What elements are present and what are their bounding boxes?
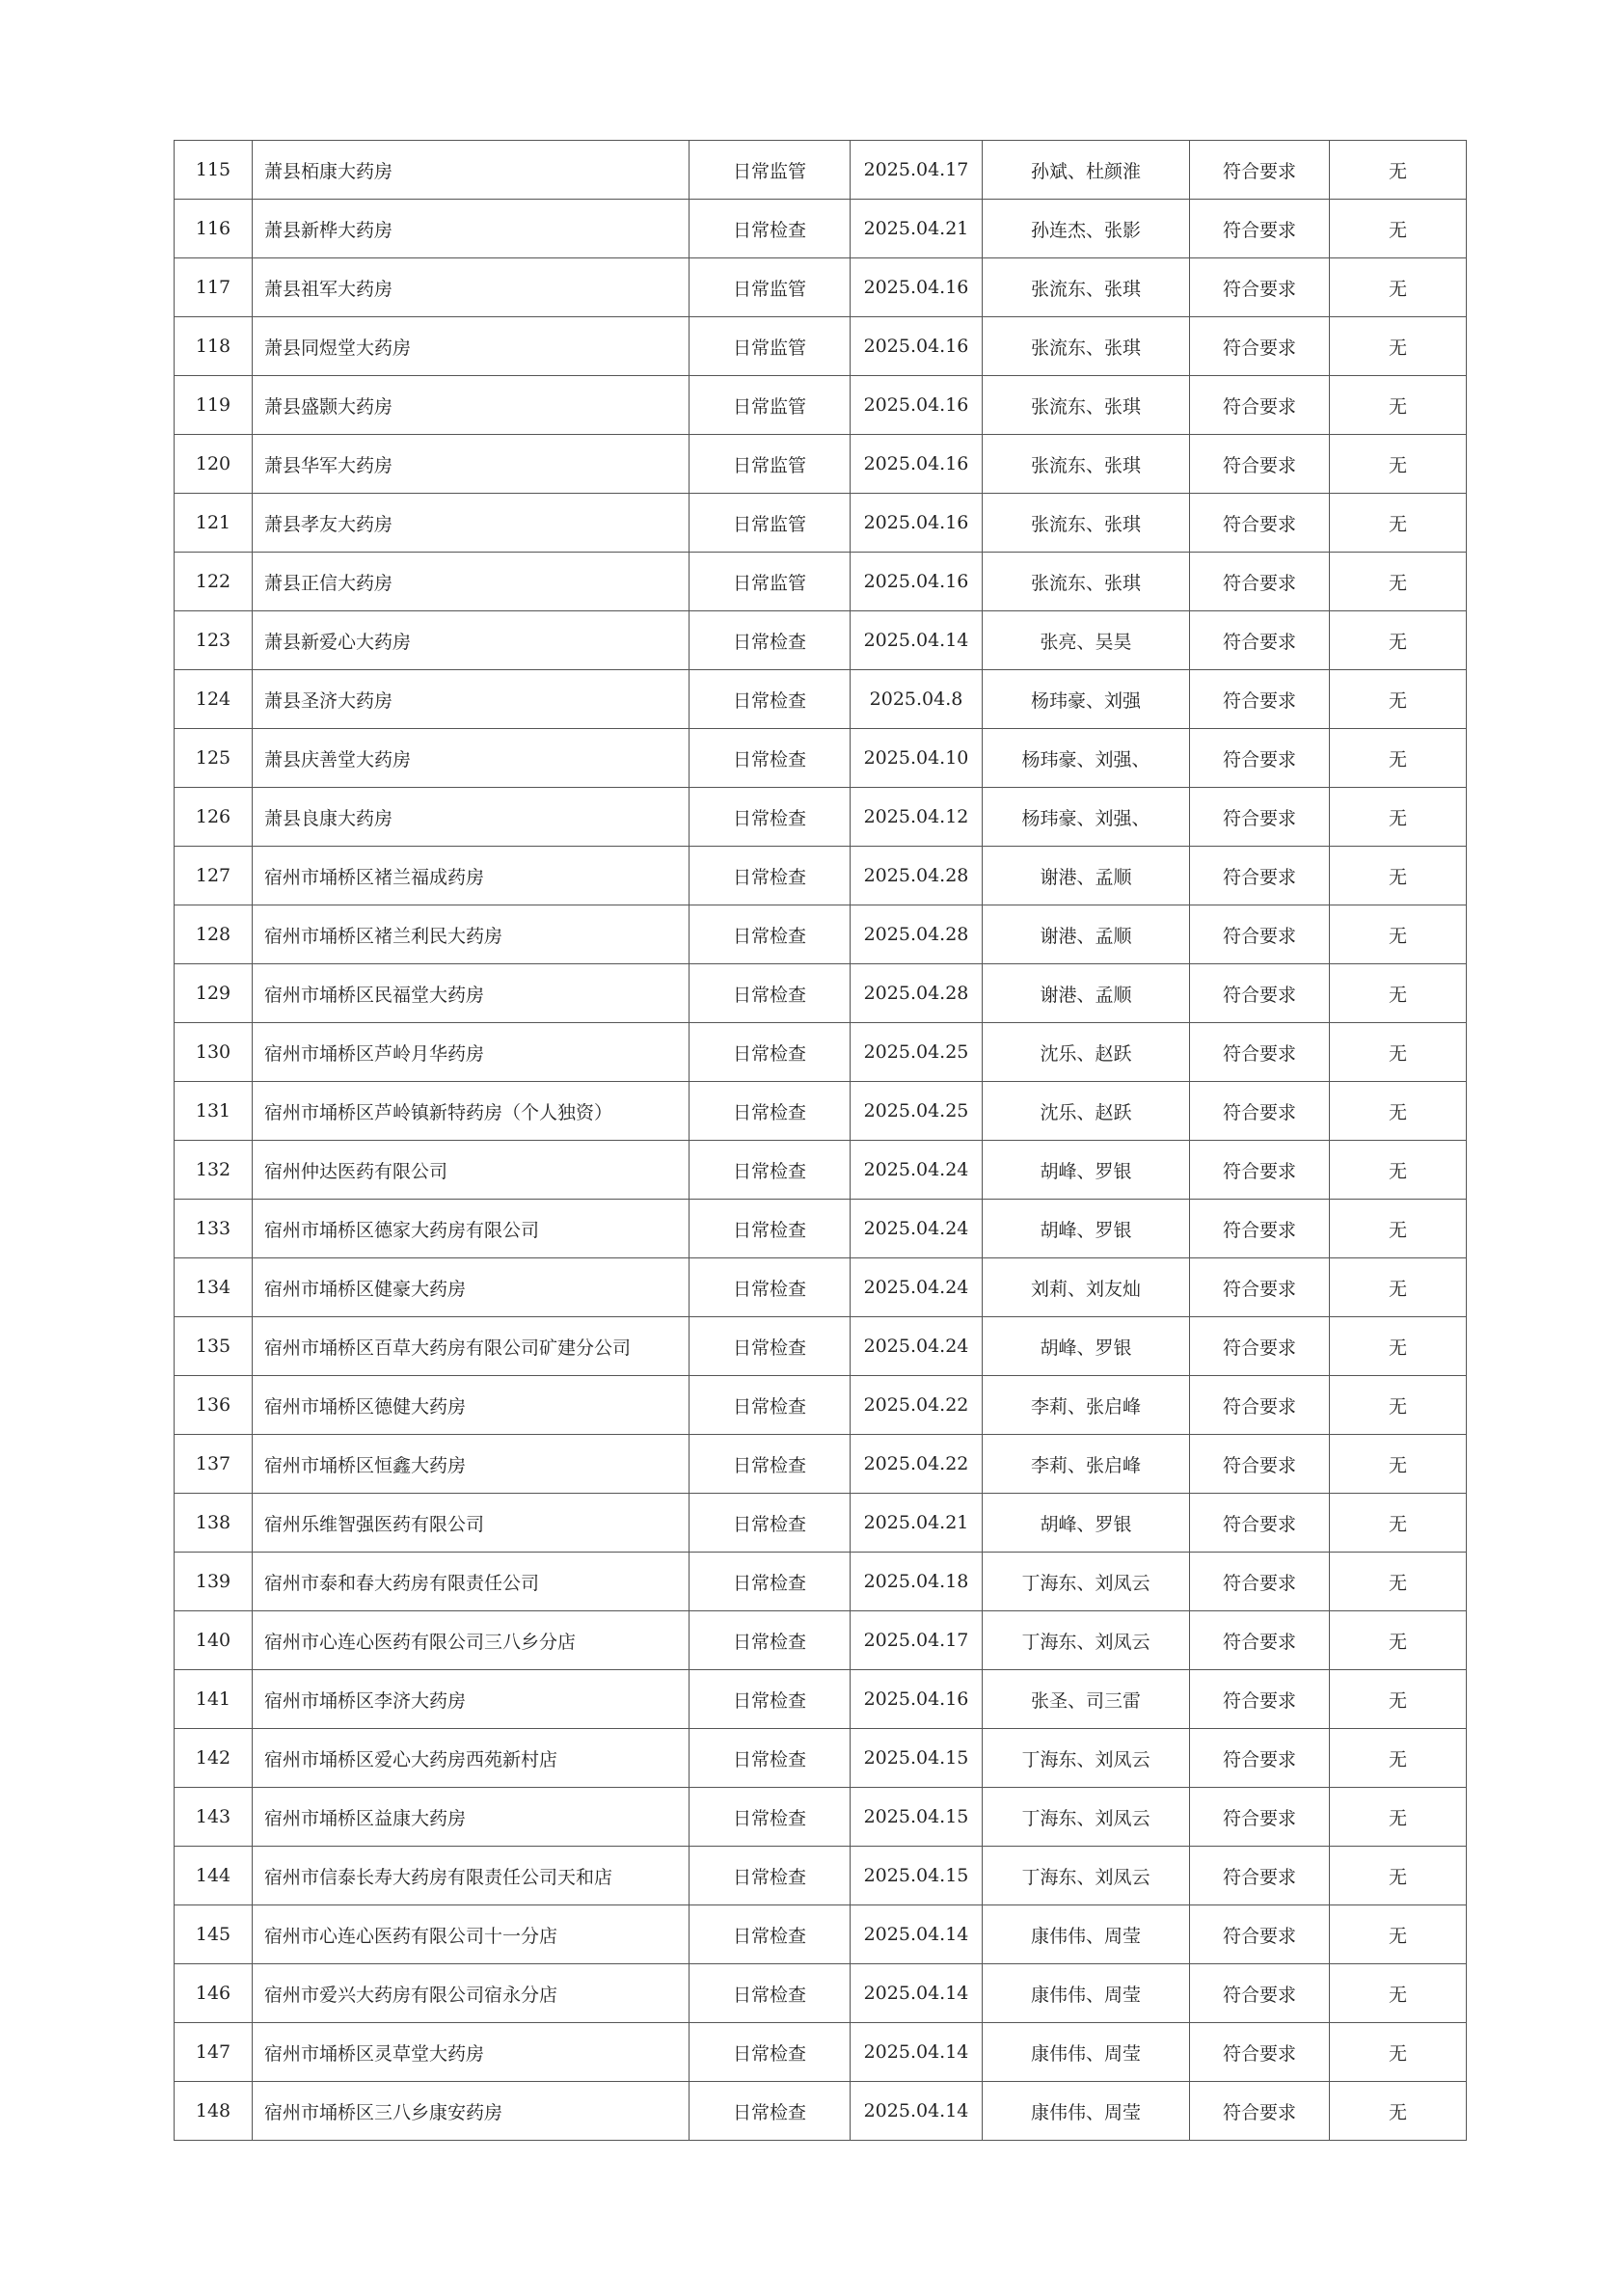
inspection-date-cell: 2025.04.16: [851, 1670, 983, 1729]
inspectors-cell: 张流东、张琪: [983, 494, 1190, 553]
inspection-date-cell: 2025.04.28: [851, 964, 983, 1023]
inspectors-cell: 张流东、张琪: [983, 258, 1190, 317]
inspectors-cell: 张流东、张琪: [983, 376, 1190, 435]
issues-found-cell: 无: [1330, 2023, 1467, 2082]
inspection-date-cell: 2025.04.21: [851, 200, 983, 258]
pharmacy-name-cell: 宿州市埇桥区芦岭月华药房: [253, 1023, 690, 1082]
issues-found-cell: 无: [1330, 2082, 1467, 2141]
issues-found-cell: 无: [1330, 376, 1467, 435]
inspection-type-cell: 日常检查: [690, 1435, 851, 1494]
inspectors-cell: 康伟伟、周莹: [983, 1905, 1190, 1964]
table-row: [175, 1611, 1467, 1670]
inspection-result-cell: 符合要求: [1190, 1788, 1330, 1847]
issues-found-cell: 无: [1330, 1494, 1467, 1553]
inspection-result-cell: 符合要求: [1190, 1317, 1330, 1376]
row-number-cell: 118: [175, 317, 253, 376]
inspection-date-cell: 2025.04.24: [851, 1200, 983, 1258]
issues-found-cell: 无: [1330, 847, 1467, 905]
inspection-date-cell: 2025.04.16: [851, 317, 983, 376]
inspection-date-cell: 2025.04.17: [851, 1611, 983, 1670]
table-row: [175, 1435, 1467, 1494]
inspectors-cell: 胡峰、罗银: [983, 1317, 1190, 1376]
inspectors-cell: 胡峰、罗银: [983, 1494, 1190, 1553]
issues-found-cell: 无: [1330, 553, 1467, 611]
inspection-date-cell: 2025.04.16: [851, 494, 983, 553]
pharmacy-name-cell: 萧县正信大药房: [253, 553, 690, 611]
inspection-date-cell: 2025.04.17: [851, 141, 983, 200]
inspection-date-cell: 2025.04.22: [851, 1435, 983, 1494]
row-number-cell: 128: [175, 905, 253, 964]
row-number-cell: 147: [175, 2023, 253, 2082]
inspection-type-cell: 日常检查: [690, 1494, 851, 1553]
pharmacy-name-cell: 宿州市心连心医药有限公司十一分店: [253, 1905, 690, 1964]
inspection-result-cell: 符合要求: [1190, 611, 1330, 670]
table-row: [175, 200, 1467, 258]
inspection-type-cell: 日常检查: [690, 1964, 851, 2023]
inspection-result-cell: 符合要求: [1190, 1964, 1330, 2023]
issues-found-cell: 无: [1330, 1964, 1467, 2023]
inspection-date-cell: 2025.04.16: [851, 435, 983, 494]
inspection-date-cell: 2025.04.21: [851, 1494, 983, 1553]
inspection-result-cell: 符合要求: [1190, 670, 1330, 729]
pharmacy-name-cell: 宿州仲达医药有限公司: [253, 1141, 690, 1200]
inspection-date-cell: 2025.04.8: [851, 670, 983, 729]
row-number-cell: 120: [175, 435, 253, 494]
row-number-cell: 148: [175, 2082, 253, 2141]
inspection-date-cell: 2025.04.14: [851, 611, 983, 670]
inspectors-cell: 张圣、司三雷: [983, 1670, 1190, 1729]
inspection-result-cell: 符合要求: [1190, 1258, 1330, 1317]
issues-found-cell: 无: [1330, 611, 1467, 670]
inspection-type-cell: 日常检查: [690, 788, 851, 847]
inspection-result-cell: 符合要求: [1190, 258, 1330, 317]
table-row: [175, 905, 1467, 964]
inspection-type-cell: 日常检查: [690, 1905, 851, 1964]
inspectors-cell: 丁海东、刘凤云: [983, 1788, 1190, 1847]
inspectors-cell: 胡峰、罗银: [983, 1141, 1190, 1200]
inspection-type-cell: 日常检查: [690, 1082, 851, 1141]
inspectors-cell: 张流东、张琪: [983, 553, 1190, 611]
table-row: [175, 670, 1467, 729]
issues-found-cell: 无: [1330, 670, 1467, 729]
inspection-date-cell: 2025.04.15: [851, 1788, 983, 1847]
pharmacy-name-cell: 萧县盛颢大药房: [253, 376, 690, 435]
inspectors-cell: 康伟伟、周莹: [983, 2082, 1190, 2141]
row-number-cell: 122: [175, 553, 253, 611]
inspection-type-cell: 日常监管: [690, 317, 851, 376]
table-row: [175, 2082, 1467, 2141]
row-number-cell: 124: [175, 670, 253, 729]
inspectors-cell: 杨玮豪、刘强、: [983, 788, 1190, 847]
inspectors-cell: 杨玮豪、刘强: [983, 670, 1190, 729]
pharmacy-name-cell: 宿州市爱兴大药房有限公司宿永分店: [253, 1964, 690, 2023]
inspection-result-cell: 符合要求: [1190, 1435, 1330, 1494]
inspection-type-cell: 日常监管: [690, 141, 851, 200]
pharmacy-name-cell: 宿州市泰和春大药房有限责任公司: [253, 1553, 690, 1611]
issues-found-cell: 无: [1330, 1670, 1467, 1729]
inspectors-cell: 康伟伟、周莹: [983, 1964, 1190, 2023]
pharmacy-name-cell: 萧县新桦大药房: [253, 200, 690, 258]
issues-found-cell: 无: [1330, 435, 1467, 494]
inspectors-cell: 杨玮豪、刘强、: [983, 729, 1190, 788]
inspectors-cell: 李莉、张启峰: [983, 1435, 1190, 1494]
pharmacy-name-cell: 宿州市埇桥区民福堂大药房: [253, 964, 690, 1023]
issues-found-cell: 无: [1330, 1023, 1467, 1082]
inspectors-cell: 沈乐、赵跃: [983, 1023, 1190, 1082]
pharmacy-name-cell: 萧县孝友大药房: [253, 494, 690, 553]
row-number-cell: 117: [175, 258, 253, 317]
row-number-cell: 142: [175, 1729, 253, 1788]
pharmacy-name-cell: 萧县新爱心大药房: [253, 611, 690, 670]
inspection-type-cell: 日常检查: [690, 1200, 851, 1258]
row-number-cell: 130: [175, 1023, 253, 1082]
inspectors-cell: 胡峰、罗银: [983, 1200, 1190, 1258]
inspection-date-cell: 2025.04.15: [851, 1847, 983, 1905]
inspectors-cell: 谢港、孟顺: [983, 847, 1190, 905]
inspection-result-cell: 符合要求: [1190, 435, 1330, 494]
table-row: [175, 1788, 1467, 1847]
issues-found-cell: 无: [1330, 964, 1467, 1023]
row-number-cell: 129: [175, 964, 253, 1023]
row-number-cell: 119: [175, 376, 253, 435]
row-number-cell: 126: [175, 788, 253, 847]
table-row: [175, 1317, 1467, 1376]
inspection-date-cell: 2025.04.16: [851, 553, 983, 611]
pharmacy-name-cell: 宿州市埇桥区德健大药房: [253, 1376, 690, 1435]
pharmacy-name-cell: 萧县华军大药房: [253, 435, 690, 494]
issues-found-cell: 无: [1330, 1553, 1467, 1611]
inspection-result-cell: 符合要求: [1190, 1847, 1330, 1905]
table-row: [175, 1553, 1467, 1611]
inspectors-cell: 丁海东、刘凤云: [983, 1729, 1190, 1788]
pharmacy-name-cell: 萧县同煜堂大药房: [253, 317, 690, 376]
table-row: [175, 1258, 1467, 1317]
pharmacy-name-cell: 宿州市心连心医药有限公司三八乡分店: [253, 1611, 690, 1670]
row-number-cell: 136: [175, 1376, 253, 1435]
table-row: [175, 1670, 1467, 1729]
table-body: [175, 141, 1467, 2141]
inspectors-cell: 孙连杰、张影: [983, 200, 1190, 258]
inspection-type-cell: 日常检查: [690, 905, 851, 964]
issues-found-cell: 无: [1330, 494, 1467, 553]
issues-found-cell: 无: [1330, 1788, 1467, 1847]
issues-found-cell: 无: [1330, 1258, 1467, 1317]
inspection-date-cell: 2025.04.28: [851, 847, 983, 905]
inspection-result-cell: 符合要求: [1190, 905, 1330, 964]
inspection-date-cell: 2025.04.24: [851, 1317, 983, 1376]
inspection-type-cell: 日常检查: [690, 1788, 851, 1847]
inspection-type-cell: 日常检查: [690, 847, 851, 905]
inspection-type-cell: 日常监管: [690, 435, 851, 494]
table-row: [175, 1082, 1467, 1141]
issues-found-cell: 无: [1330, 905, 1467, 964]
table-row: [175, 847, 1467, 905]
table-row: [175, 964, 1467, 1023]
inspection-result-cell: 符合要求: [1190, 494, 1330, 553]
inspection-result-cell: 符合要求: [1190, 847, 1330, 905]
issues-found-cell: 无: [1330, 1317, 1467, 1376]
row-number-cell: 143: [175, 1788, 253, 1847]
inspection-type-cell: 日常检查: [690, 1258, 851, 1317]
inspectors-cell: 张亮、吴昊: [983, 611, 1190, 670]
inspection-table: [174, 140, 1467, 2141]
row-number-cell: 121: [175, 494, 253, 553]
inspection-date-cell: 2025.04.12: [851, 788, 983, 847]
inspection-type-cell: 日常检查: [690, 729, 851, 788]
inspection-type-cell: 日常检查: [690, 200, 851, 258]
inspection-type-cell: 日常检查: [690, 611, 851, 670]
inspectors-cell: 丁海东、刘凤云: [983, 1847, 1190, 1905]
pharmacy-name-cell: 萧县圣济大药房: [253, 670, 690, 729]
inspection-date-cell: 2025.04.14: [851, 1905, 983, 1964]
inspection-type-cell: 日常检查: [690, 1847, 851, 1905]
inspection-result-cell: 符合要求: [1190, 553, 1330, 611]
table-row: [175, 1905, 1467, 1964]
inspection-type-cell: 日常监管: [690, 376, 851, 435]
pharmacy-name-cell: 萧县栢康大药房: [253, 141, 690, 200]
inspection-type-cell: 日常检查: [690, 1141, 851, 1200]
table-row: [175, 1847, 1467, 1905]
pharmacy-name-cell: 萧县庆善堂大药房: [253, 729, 690, 788]
issues-found-cell: 无: [1330, 1611, 1467, 1670]
row-number-cell: 138: [175, 1494, 253, 1553]
inspection-date-cell: 2025.04.22: [851, 1376, 983, 1435]
inspection-result-cell: 符合要求: [1190, 141, 1330, 200]
inspection-date-cell: 2025.04.18: [851, 1553, 983, 1611]
issues-found-cell: 无: [1330, 1200, 1467, 1258]
row-number-cell: 141: [175, 1670, 253, 1729]
table-row: [175, 376, 1467, 435]
issues-found-cell: 无: [1330, 258, 1467, 317]
pharmacy-name-cell: 宿州市埇桥区百草大药房有限公司矿建分公司: [253, 1317, 690, 1376]
inspectors-cell: 张流东、张琪: [983, 317, 1190, 376]
row-number-cell: 140: [175, 1611, 253, 1670]
inspection-type-cell: 日常监管: [690, 553, 851, 611]
table-row: [175, 1494, 1467, 1553]
inspection-type-cell: 日常检查: [690, 2023, 851, 2082]
table-row: [175, 141, 1467, 200]
inspectors-cell: 康伟伟、周莹: [983, 2023, 1190, 2082]
inspection-result-cell: 符合要求: [1190, 200, 1330, 258]
inspection-date-cell: 2025.04.10: [851, 729, 983, 788]
table-row: [175, 788, 1467, 847]
inspectors-cell: 丁海东、刘凤云: [983, 1611, 1190, 1670]
issues-found-cell: 无: [1330, 1435, 1467, 1494]
inspection-type-cell: 日常检查: [690, 1553, 851, 1611]
inspectors-cell: 丁海东、刘凤云: [983, 1553, 1190, 1611]
pharmacy-name-cell: 宿州市埇桥区恒鑫大药房: [253, 1435, 690, 1494]
inspection-type-cell: 日常检查: [690, 1611, 851, 1670]
issues-found-cell: 无: [1330, 1376, 1467, 1435]
inspection-result-cell: 符合要求: [1190, 1553, 1330, 1611]
inspectors-cell: 谢港、孟顺: [983, 964, 1190, 1023]
inspection-result-cell: 符合要求: [1190, 2082, 1330, 2141]
row-number-cell: 115: [175, 141, 253, 200]
inspection-result-cell: 符合要求: [1190, 1200, 1330, 1258]
inspectors-cell: 谢港、孟顺: [983, 905, 1190, 964]
inspection-result-cell: 符合要求: [1190, 729, 1330, 788]
row-number-cell: 116: [175, 200, 253, 258]
inspection-date-cell: 2025.04.25: [851, 1023, 983, 1082]
table-row: [175, 1141, 1467, 1200]
issues-found-cell: 无: [1330, 317, 1467, 376]
pharmacy-name-cell: 宿州市埇桥区益康大药房: [253, 1788, 690, 1847]
pharmacy-name-cell: 萧县良康大药房: [253, 788, 690, 847]
table-row: [175, 1964, 1467, 2023]
table-row: [175, 1023, 1467, 1082]
row-number-cell: 134: [175, 1258, 253, 1317]
inspection-date-cell: 2025.04.24: [851, 1141, 983, 1200]
pharmacy-name-cell: 宿州乐维智强医药有限公司: [253, 1494, 690, 1553]
inspection-result-cell: 符合要求: [1190, 788, 1330, 847]
inspection-date-cell: 2025.04.24: [851, 1258, 983, 1317]
inspection-date-cell: 2025.04.28: [851, 905, 983, 964]
inspection-result-cell: 符合要求: [1190, 376, 1330, 435]
issues-found-cell: 无: [1330, 1905, 1467, 1964]
inspection-result-cell: 符合要求: [1190, 1670, 1330, 1729]
row-number-cell: 144: [175, 1847, 253, 1905]
inspection-date-cell: 2025.04.14: [851, 2082, 983, 2141]
row-number-cell: 139: [175, 1553, 253, 1611]
inspection-result-cell: 符合要求: [1190, 1729, 1330, 1788]
row-number-cell: 146: [175, 1964, 253, 2023]
inspection-date-cell: 2025.04.16: [851, 258, 983, 317]
inspection-type-cell: 日常检查: [690, 1670, 851, 1729]
table-row: [175, 2023, 1467, 2082]
table-row: [175, 258, 1467, 317]
inspection-type-cell: 日常监管: [690, 494, 851, 553]
pharmacy-name-cell: 宿州市埇桥区爱心大药房西苑新村店: [253, 1729, 690, 1788]
table-row: [175, 1200, 1467, 1258]
inspection-result-cell: 符合要求: [1190, 317, 1330, 376]
inspection-type-cell: 日常检查: [690, 670, 851, 729]
row-number-cell: 127: [175, 847, 253, 905]
issues-found-cell: 无: [1330, 1729, 1467, 1788]
issues-found-cell: 无: [1330, 729, 1467, 788]
row-number-cell: 133: [175, 1200, 253, 1258]
inspection-result-cell: 符合要求: [1190, 1494, 1330, 1553]
inspection-result-cell: 符合要求: [1190, 1082, 1330, 1141]
pharmacy-name-cell: 宿州市埇桥区褚兰利民大药房: [253, 905, 690, 964]
inspectors-cell: 张流东、张琪: [983, 435, 1190, 494]
inspection-result-cell: 符合要求: [1190, 1141, 1330, 1200]
pharmacy-name-cell: 宿州市埇桥区灵草堂大药房: [253, 2023, 690, 2082]
inspection-result-cell: 符合要求: [1190, 1023, 1330, 1082]
table-row: [175, 611, 1467, 670]
inspection-type-cell: 日常监管: [690, 258, 851, 317]
pharmacy-name-cell: 萧县祖军大药房: [253, 258, 690, 317]
inspection-date-cell: 2025.04.25: [851, 1082, 983, 1141]
row-number-cell: 125: [175, 729, 253, 788]
pharmacy-name-cell: 宿州市埇桥区健豪大药房: [253, 1258, 690, 1317]
table-row: [175, 729, 1467, 788]
inspectors-cell: 刘莉、刘友灿: [983, 1258, 1190, 1317]
row-number-cell: 132: [175, 1141, 253, 1200]
pharmacy-name-cell: 宿州市埇桥区德家大药房有限公司: [253, 1200, 690, 1258]
inspection-date-cell: 2025.04.14: [851, 1964, 983, 2023]
inspectors-cell: 孙斌、杜颜淮: [983, 141, 1190, 200]
issues-found-cell: 无: [1330, 1847, 1467, 1905]
inspectors-cell: 沈乐、赵跃: [983, 1082, 1190, 1141]
table-row: [175, 1376, 1467, 1435]
row-number-cell: 145: [175, 1905, 253, 1964]
pharmacy-name-cell: 宿州市埇桥区芦岭镇新特药房（个人独资）: [253, 1082, 690, 1141]
row-number-cell: 135: [175, 1317, 253, 1376]
inspection-type-cell: 日常检查: [690, 964, 851, 1023]
inspection-type-cell: 日常检查: [690, 1317, 851, 1376]
pharmacy-name-cell: 宿州市信泰长寿大药房有限责任公司天和店: [253, 1847, 690, 1905]
issues-found-cell: 无: [1330, 788, 1467, 847]
row-number-cell: 131: [175, 1082, 253, 1141]
pharmacy-name-cell: 宿州市埇桥区三八乡康安药房: [253, 2082, 690, 2141]
issues-found-cell: 无: [1330, 200, 1467, 258]
inspection-date-cell: 2025.04.15: [851, 1729, 983, 1788]
table-row: [175, 494, 1467, 553]
table-row: [175, 1729, 1467, 1788]
inspection-date-cell: 2025.04.16: [851, 376, 983, 435]
issues-found-cell: 无: [1330, 1082, 1467, 1141]
row-number-cell: 137: [175, 1435, 253, 1494]
issues-found-cell: 无: [1330, 141, 1467, 200]
inspection-type-cell: 日常检查: [690, 1023, 851, 1082]
inspection-result-cell: 符合要求: [1190, 1905, 1330, 1964]
row-number-cell: 123: [175, 611, 253, 670]
inspectors-cell: 李莉、张启峰: [983, 1376, 1190, 1435]
inspection-result-cell: 符合要求: [1190, 2023, 1330, 2082]
table-row: [175, 435, 1467, 494]
inspection-result-cell: 符合要求: [1190, 1611, 1330, 1670]
inspection-date-cell: 2025.04.14: [851, 2023, 983, 2082]
table-row: [175, 317, 1467, 376]
inspection-type-cell: 日常检查: [690, 2082, 851, 2141]
inspection-result-cell: 符合要求: [1190, 1376, 1330, 1435]
inspection-type-cell: 日常检查: [690, 1729, 851, 1788]
inspection-result-cell: 符合要求: [1190, 964, 1330, 1023]
pharmacy-name-cell: 宿州市埇桥区李济大药房: [253, 1670, 690, 1729]
table-row: [175, 553, 1467, 611]
issues-found-cell: 无: [1330, 1141, 1467, 1200]
inspection-type-cell: 日常检查: [690, 1376, 851, 1435]
pharmacy-name-cell: 宿州市埇桥区褚兰福成药房: [253, 847, 690, 905]
